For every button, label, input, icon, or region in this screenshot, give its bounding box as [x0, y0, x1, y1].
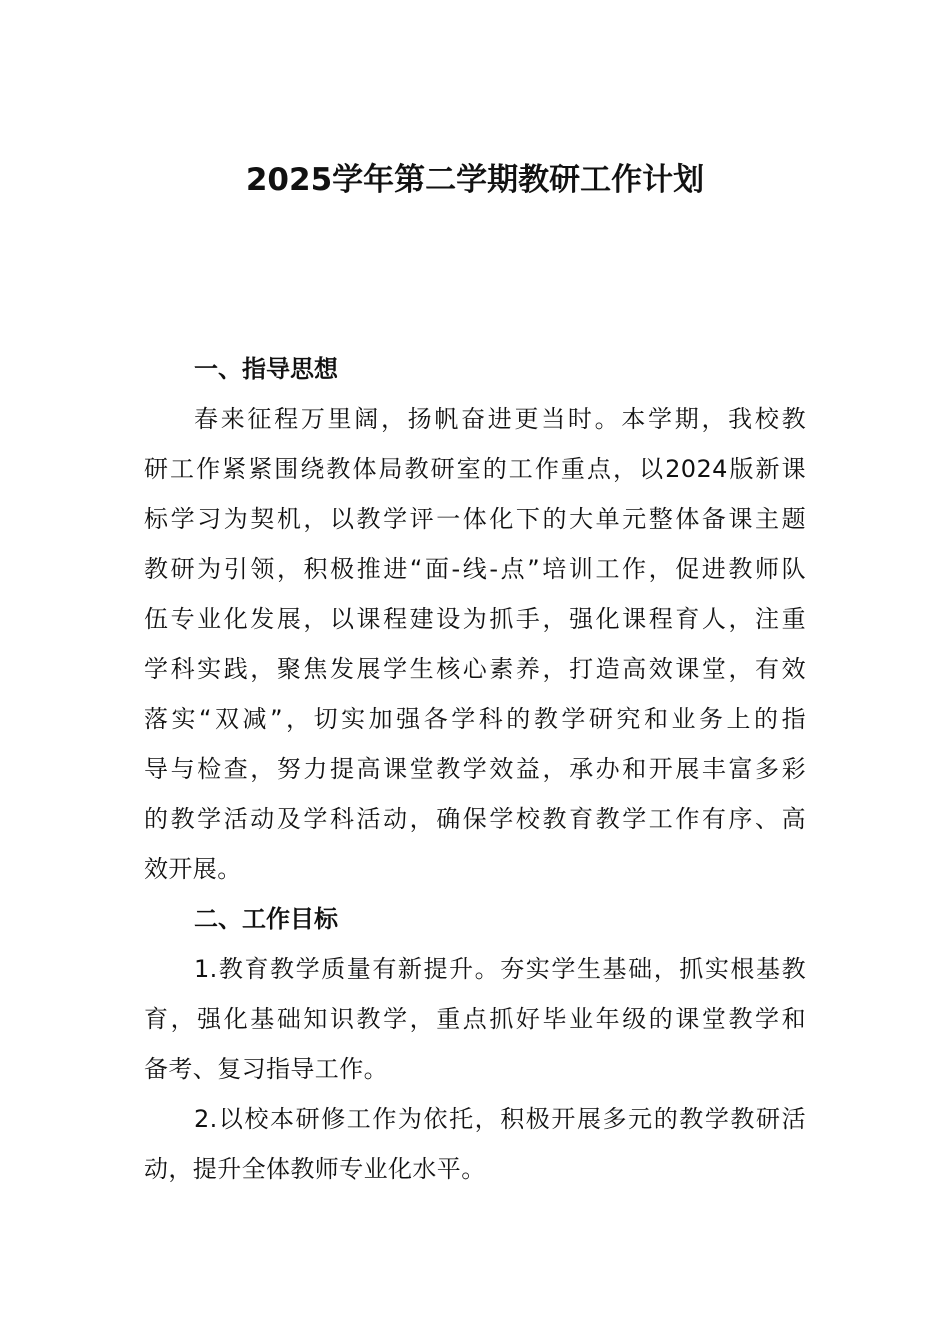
- section-guiding-ideology: [144, 344, 806, 894]
- paragraph: [144, 394, 806, 894]
- paragraph-line: 效开展。: [144, 855, 242, 883]
- paragraph-line: 伍专业化发展，以课程建设为抓手，强化课程育人，注重: [144, 605, 806, 633]
- paragraph: [144, 1094, 806, 1194]
- paragraph-line: 育，强化基础知识教学，重点抓好毕业年级的课堂教学和: [144, 1005, 806, 1033]
- document-title: 2025学年第二学期教研工作计划: [245, 162, 705, 198]
- paragraph-line: 的教学活动及学科活动，确保学校教育教学工作有序、高: [144, 805, 806, 833]
- paragraph-line: 学科实践，聚焦发展学生核心素养，打造高效课堂，有效: [144, 655, 806, 683]
- paragraph-line: 备考、复习指导工作。: [144, 1055, 388, 1083]
- paragraph-line: 教研为引领，积极推进“面-线-点”培训工作，促进教师队: [144, 555, 806, 583]
- paragraph-line: 动，提升全体教师专业化水平。: [144, 1155, 486, 1183]
- paragraph-line: 春来征程万里阔，扬帆奋进更当时。本学期，我校教: [194, 405, 806, 433]
- paragraph: [144, 944, 806, 1094]
- paragraph-line: 2.以校本研修工作为依托，积极开展多元的教学教研活: [194, 1105, 806, 1133]
- paragraph-line: 落实“双减”，切实加强各学科的教学研究和业务上的指: [144, 705, 806, 733]
- paragraph-line: 研工作紧紧围绕教体局教研室的工作重点，以2024版新课: [144, 455, 806, 483]
- paragraph-line: 标学习为契机，以教学评一体化下的大单元整体备课主题: [144, 505, 806, 533]
- section-heading: 一、指导思想: [194, 355, 338, 383]
- paragraph-line: 导与检查，努力提高课堂教学效益，承办和开展丰富多彩: [144, 755, 806, 783]
- paragraph-line: 1.教育教学质量有新提升。夯实学生基础，抓实根基教: [194, 955, 806, 983]
- section-work-goals: [144, 894, 806, 1194]
- document-body: [144, 344, 806, 1194]
- section-heading: 二、工作目标: [194, 905, 338, 933]
